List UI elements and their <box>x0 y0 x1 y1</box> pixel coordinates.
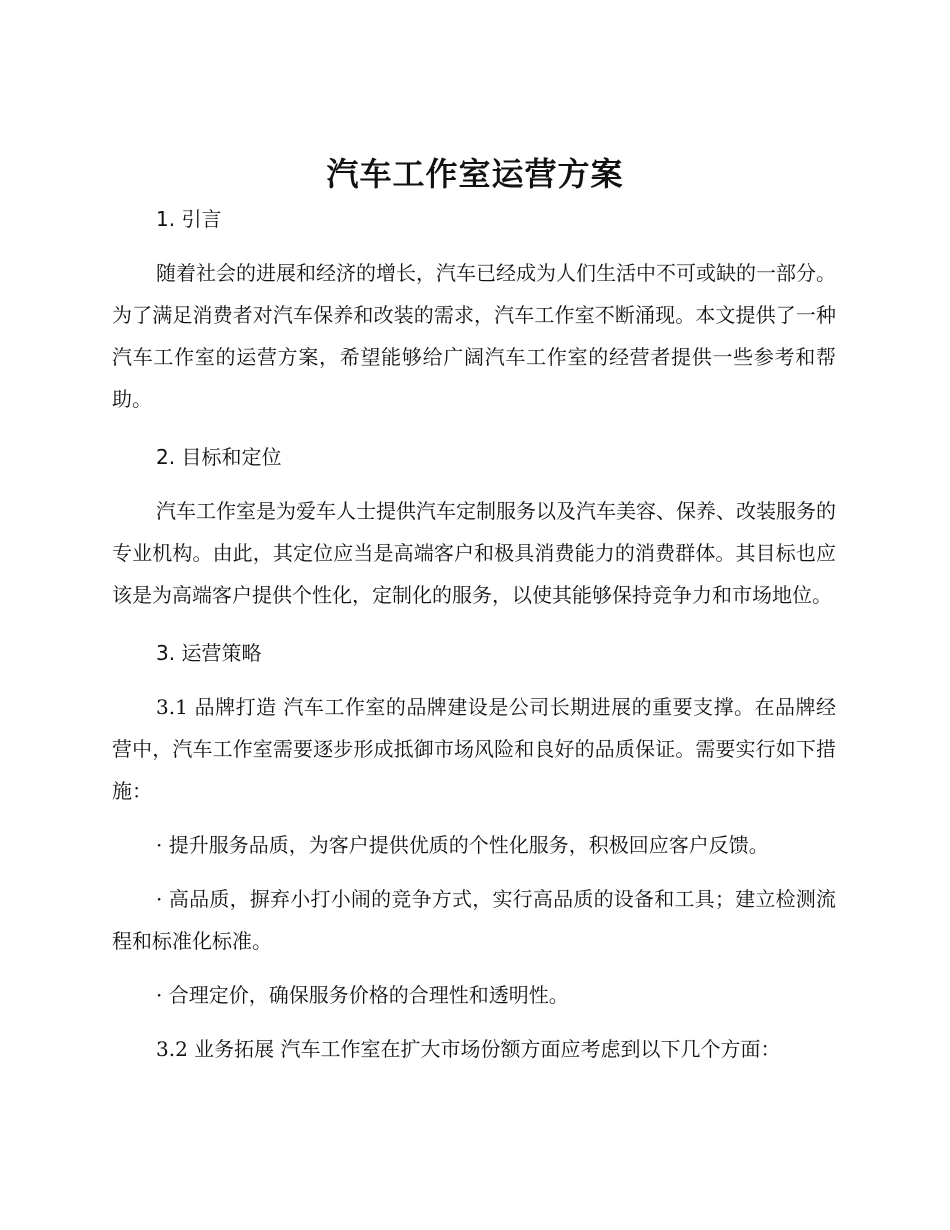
section-heading-goals: 2. 目标和定位 <box>156 445 282 469</box>
paragraph-business: 3.2 业务拓展 汽车工作室在扩大市场份额方面应考虑到以下几个方面： <box>156 1037 781 1061</box>
paragraph-goals: 汽车工作室是为爱车人士提供汽车定制服务以及汽车美容、保养、改装服务的专业机构。由此，其定位应当是高端客户和极具消费能力的消费群体。其目标也应该是为高端客户提供个性化，定制化的服务，以使其能够保持竞争力和市场地位。 <box>112 499 836 607</box>
bullet-item: · 提升服务品质，为客户提供优质的个性化服务，积极回应客户反馈。 <box>156 833 769 857</box>
paragraph-intro: 随着社会的进展和经济的增长，汽车已经成为人们生活中不可或缺的一部分。为了满足消费者对汽车保养和改装的需求，汽车工作室不断涌现。本文提供了一种汽车工作室的运营方案，希望能够给广阔汽车工作室的经营者提供一些参考和帮助。 <box>112 261 836 411</box>
bullet-item: · 高品质，摒弃小打小闹的竞争方式，实行高品质的设备和工具；建立检测流程和标准化标准。 <box>112 887 836 953</box>
document-body <box>112 198 836 1070</box>
bullet-item: · 合理定价，确保服务价格的合理性和透明性。 <box>156 983 569 1007</box>
paragraph-brand: 3.1 品牌打造 汽车工作室的品牌建设是公司长期进展的重要支撑。在品牌经营中，汽车工作室需要逐步形成抵御市场风险和良好的品质保证。需要实行如下措施： <box>112 695 836 803</box>
section-heading-intro: 1. 引言 <box>156 207 222 231</box>
document-title: 汽车工作室运营方案 <box>326 155 624 193</box>
section-heading-strategy: 3. 运营策略 <box>156 641 262 665</box>
